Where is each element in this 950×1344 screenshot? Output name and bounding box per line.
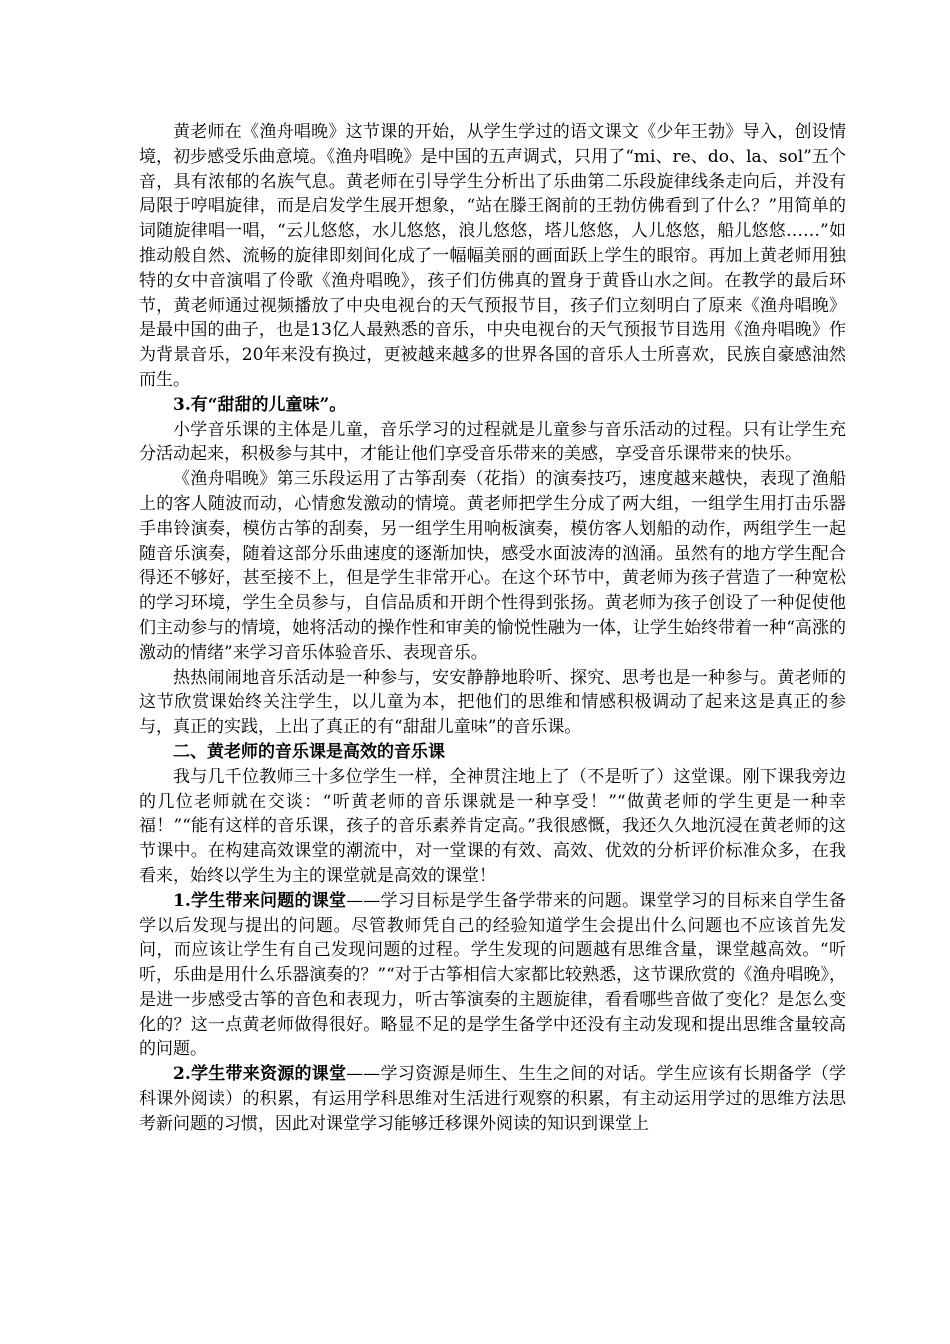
point-2-lead: 2.学生带来资源的课堂: [173, 1064, 347, 1085]
paragraph-teacher-observation: 我与几千位教师三十多位学生一样，全神贯注地上了（不是听了）这堂课。刚下课我旁边的几位老师就在交谈：“听黄老师的音乐课就是一种享受！”“做黄老师的学生更是一种幸福！”“能有这样的音乐课，孩子的音乐素养肯定高。”我很感慨，我还久久地沉浸在黄老师的这节课中。在构建高效课堂的潮流中，对一堂课的有效、高效、优效的分析评价标准众多，在我看来，始终以学生为主的课堂就是高效的课堂！: [139, 766, 846, 886]
paragraph-point-2: [139, 1062, 846, 1136]
subheading-childlike-flavor: 3.有“甜甜的儿童味”。: [173, 394, 347, 415]
section-heading-efficient-class: 二、黄老师的音乐课是高效的音乐课: [173, 741, 445, 762]
paragraph-children-subject: 小学音乐课的主体是儿童，音乐学习的过程就是儿童参与音乐活动的过程。只有让学生充分活动起来，积极参与其中，才能让他们享受音乐带来的美感，享受音乐课带来的快乐。: [139, 419, 846, 465]
paragraph-third-section: 《渔舟唱晚》第三乐段运用了古筝刮奏（花指）的演奏技巧，速度越来越快，表现了渔船上的客人随波而动，心情愈发激动的情境。黄老师把学生分成了两大组，一组学生用打击乐器手串铃演奏，模仿古筝的刮奏，另一组学生用响板演奏，模仿客人划船的动作，两组学生一起随音乐演奏，随着这部分乐曲速度的逐渐加快，感受水面波涛的汹涌。虽然有的地方学生配合得还不够好，甚至接不上，但是学生非常开心。在这个环节中，黄老师为孩子营造了一种宽松的学习环境，学生全员参与，自信品质和开朗个性得到张扬。黄老师为孩子创设了一种促使他们主动参与的情境，她将活动的操作性和审美的愉悦性融为一体，让学生始终带着一种“高涨的激动的情绪”来学习音乐体验音乐、表现音乐。: [139, 469, 846, 663]
point-2-body: ——学习资源是师生、生生之间的对话。学生应该有长期备学（学科课外阅读）的积累，有运用学科思维对生活进行观察的积累，有主动运用学过的思维方法思考新问题的习惯，因此对课堂学习能够迁移课外阅读的知识到课堂上: [139, 1064, 846, 1134]
paragraph-point-1: [139, 889, 846, 1063]
paragraph-participation: 热热闹闹地音乐活动是一种参与，安安静静地聆听、探究、思考也是一种参与。黄老师的这节欣赏课始终关注学生，以儿童为本，把他们的思维和情感积极调动了起来这是真正的参与，真正的实践，上出了真正的有“甜甜儿童味”的音乐课。: [139, 667, 846, 738]
point-1-lead: 1.学生带来问题的课堂: [173, 890, 347, 911]
paragraph-intro-lesson: 黄老师在《渔舟唱晚》这节课的开始，从学生学过的语文课文《少年王勃》导入，创设情境，初步感受乐曲意境。《渔舟唱晚》是中国的五声调式，只用了“mi、re、do、la、sol”五个音，具有浓郁的名族气息。黄老师在引导学生分析出了乐曲第二乐段旋律线条走向后，并没有局限于哼唱旋律，而是启发学生展开想象，“站在滕王阁前的王勃仿佛看到了什么？”用简单的词随旋律唱一唱，“云儿悠悠，水儿悠悠，浪儿悠悠，塔儿悠悠，人儿悠悠，船儿悠悠……”如推动般自然、流畅的旋律即刻间化成了一幅幅美丽的画面跃上学生的眼帘。再加上黄老师用独特的女中音演唱了伶歌《渔舟唱晚》，孩子们仿佛真的置身于黄昏山水之间。在教学的最后环节，黄老师通过视频播放了中央电视台的天气预报节目，孩子们立刻明白了原来《渔舟唱晚》是最中国的曲子，也是13亿人最熟悉的音乐，中央电视台的天气预报节目选用《渔舟唱晚》作为背景音乐，20年来没有换过，更被越来越多的世界各国的音乐人士所喜欢，民族自豪感油然而生。: [139, 122, 846, 390]
point-1-body: ——学习目标是学生备学带来的问题。课堂学习的目标来自学生备学以后发现与提出的问题。尽管教师凭自己的经验知道学生会提出什么问题也不应该首先发问，而应该让学生有自己发现问题的过程。学生发现的问题越有思维含量，课堂越高效。“听听，乐曲是用什么乐器演奏的？”“对于古筝相信大家都比较熟悉，这节课欣赏的《渔舟唱晚》，是进一步感受古筝的音色和表现力，听古筝演奏的主题旋律，看看哪些音做了变化？是怎么变化的？这一点黄老师做得很好。略显不足的是学生备学中还没有主动发现和提出思维含量较高的问题。: [139, 890, 846, 1060]
